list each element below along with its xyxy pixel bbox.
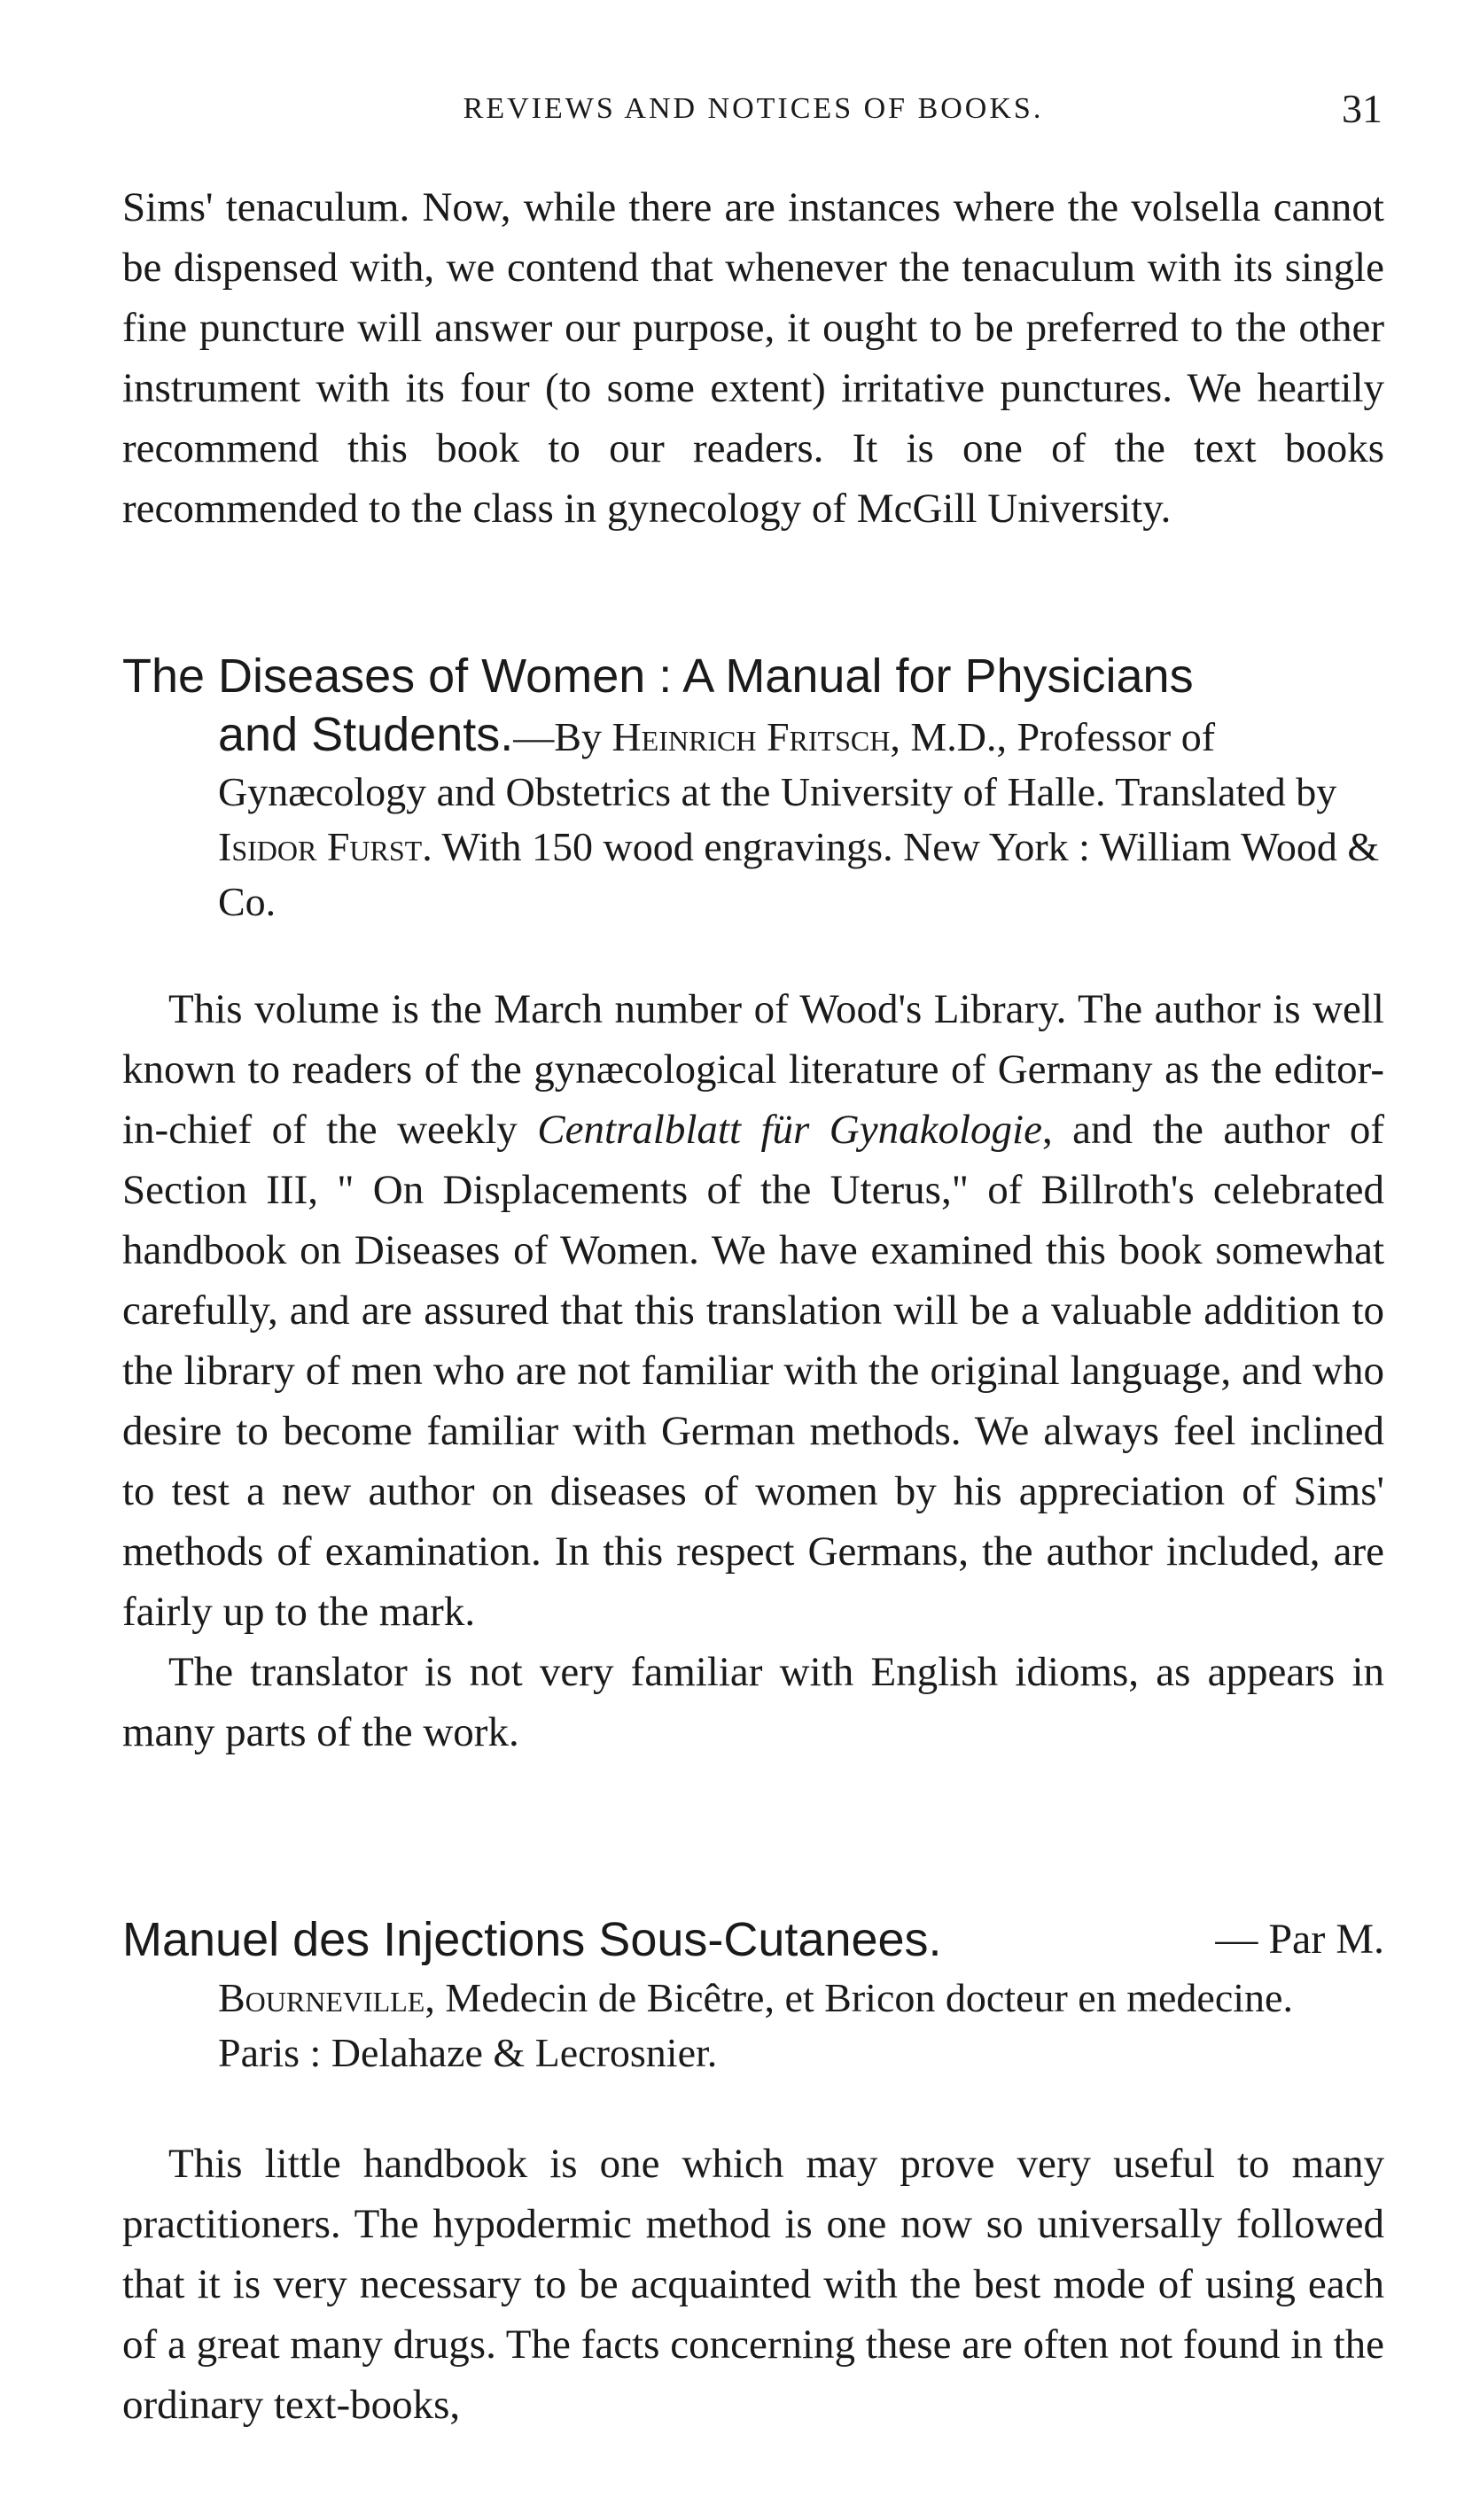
- review-author: Bourneville: [218, 1975, 425, 2020]
- review-author-detail: , Medecin de Bicêtre, et Bricon docteur en medecine. Paris : Delahaze & Lecrosnier.: [218, 1975, 1293, 2075]
- review-title: [122, 645, 1384, 707]
- review-bibliographic-detail: [218, 707, 1384, 929]
- page-number: 31: [1342, 86, 1383, 131]
- review-translator: Isidor Furst: [218, 824, 423, 869]
- continuation-text: Sims' tenaculum. Now, while there are instances where the volsella cannot be dispensed with, we contend that whenever the tenaculum with its single fine puncture will answer our purpose, it ought to be preferred to the other instrument with its four (to some extent) irritative punctures. We heartily recommend this book to our readers. It is one of the text books recommended to the class in gynecology of McGill University.: [122, 184, 1384, 532]
- running-head: [124, 85, 1383, 138]
- journal-title: Centralblatt für Gynakologie: [537, 1107, 1042, 1153]
- review-body-manuel-injections: [122, 2134, 1384, 2435]
- review-publication: . With 150 wood engravings. New York : William Wood & Co.: [218, 824, 1380, 924]
- review-paragraph: [122, 979, 1384, 1642]
- review-title-by: — Par M.: [1215, 1916, 1384, 1963]
- review-entry-manuel-injections: [122, 1909, 1384, 2081]
- review-title-line2: and Students.: [218, 708, 514, 761]
- review-bibliographic-detail: [218, 1971, 1384, 2081]
- review-title-main: Manuel des Injections Sous-Cutanees.: [122, 1913, 942, 1966]
- review-entry-diseases-of-women: [122, 645, 1384, 929]
- review-title-line1: The Diseases of Women : A Manual for Physicians: [122, 649, 1194, 703]
- review-body-diseases-of-women: [122, 979, 1384, 1762]
- review-author-detail: , M.D., Professor of Gynæcology and Obstetrics at the University of Halle. Translated by: [218, 714, 1337, 814]
- continuation-paragraph: [122, 177, 1384, 539]
- review-paragraph: This little handbook is one which may prove very useful to many practitioners. The hypodermic method is one now so universally followed that it is very necessary to be acquainted with the best mode of using each of a great many drugs. The facts concerning these are often not found in the ordinary text-books,: [122, 2141, 1384, 2428]
- review-paragraph: The translator is not very familiar with English idioms, as appears in many parts of the work.: [122, 1649, 1384, 1755]
- review-paragraph-part2: , and the author of Section III, " On Displacements of the Uterus," of Billroth's celebrated handbook on Diseases of Women. We have examined this book somewhat carefully, and are assured that this translation will be a valuable addition to the library of men who are not familiar with the original language, and who desire to become familiar with German methods. We always feel inclined to test a new author on diseases of women by his appreciation of Sims' methods of examination. In this respect Germans, the author included, are fairly up to the mark.: [122, 1107, 1384, 1635]
- by-prefix: —By: [513, 714, 612, 759]
- running-title: REVIEWS AND NOTICES OF BOOKS.: [463, 92, 1044, 125]
- review-title: [122, 1909, 1384, 1971]
- review-author: Heinrich Fritsch: [611, 714, 891, 759]
- review-paragraph-part1: This volume is the March number of Wood's Library. The author is well known to readers of the gynæcological literature of Germany as the editor-in-chief of the weekly: [122, 986, 1384, 1153]
